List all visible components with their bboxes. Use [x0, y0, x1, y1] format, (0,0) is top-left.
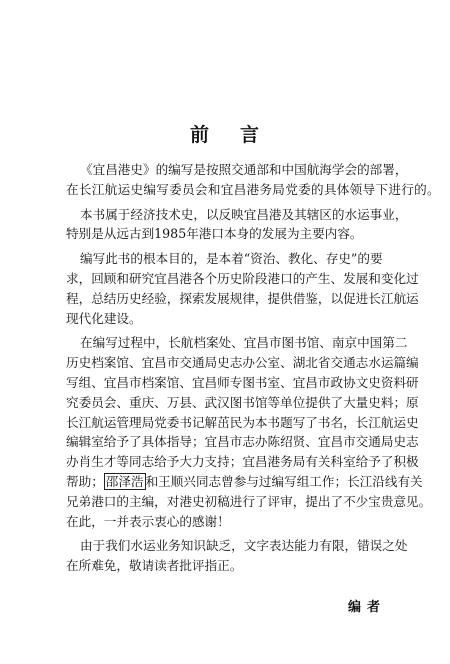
text-line: 在编写过程中，长航档案处、宜昌市图书馆、南京中国第二: [80, 335, 408, 351]
text-line: 长江航运管理局党委书记解茁民为本书题写了书名，长江航运史: [66, 414, 419, 430]
text-line: 现代化建设。: [66, 310, 142, 326]
text-line: 特别是从远古到1985年港口本身的发展为主要内容。: [66, 226, 363, 242]
help-text: 帮助；: [66, 473, 104, 489]
text-line: 编辑室给予了具体指导；宜昌市志办陈绍贤、宜昌市交通局史志: [66, 434, 419, 450]
text-line: 本书属于经济技术史，以反映宜昌港及其辖区的水运事业，: [80, 206, 408, 222]
text-line-with-box: [66, 472, 423, 492]
title-char-2: 言: [240, 124, 261, 146]
text-line: 在所难免，敬请读者批评指正。: [66, 558, 243, 574]
text-line: 究委员会、重庆、万县、武汉图书馆等单位提供了大量史料；原: [66, 394, 419, 410]
text-line: 由于我们水运业务知识缺乏，文字表达能力有限，错误之处: [80, 538, 408, 554]
text-line: 《宜昌港史》的编写是按照交通部和中国航海学会的部署，: [80, 162, 408, 177]
help-text-after: 和王顺兴同志曾参与过编写组工作；长江沿线有关: [145, 473, 423, 489]
page-title: [0, 120, 450, 147]
text-line: 在此，一并表示衷心的感谢！: [66, 513, 230, 529]
text-line: 写组、宜昌市档案馆、宜昌师专图书室、宜昌市政协文史资料研: [66, 374, 419, 390]
preface-body: [66, 160, 440, 576]
text-line: 在长江航运史编写委员会和宜昌港务局党委的具体领导下进行的。: [66, 181, 440, 197]
text-line: 程，总结历史经验，探索发展规律，提供借鉴，以促进长江航运: [66, 290, 419, 306]
text-line: 编写此书的根本目的，是本着“资治、教化、存史”的要: [80, 251, 383, 267]
boxed-name: 邵泽浩: [105, 473, 144, 489]
text-line: 兄弟港口的主编，对港史初稿进行了评审，提出了不少宝贵意见。: [66, 493, 432, 509]
title-char-1: 前: [189, 124, 210, 146]
signature: 编者: [348, 600, 387, 615]
text-line: 历史档案馆、宜昌市交通局史志办公室、湖北省交通志水运篇编: [66, 355, 419, 371]
text-line: 办肖生才等同志给予大力支持；宜昌港务局有关科室给予了积极: [66, 454, 419, 470]
text-line: 求，回顾和研究宜昌港各个历史阶段港口的产生、发展和变化过: [66, 270, 419, 286]
